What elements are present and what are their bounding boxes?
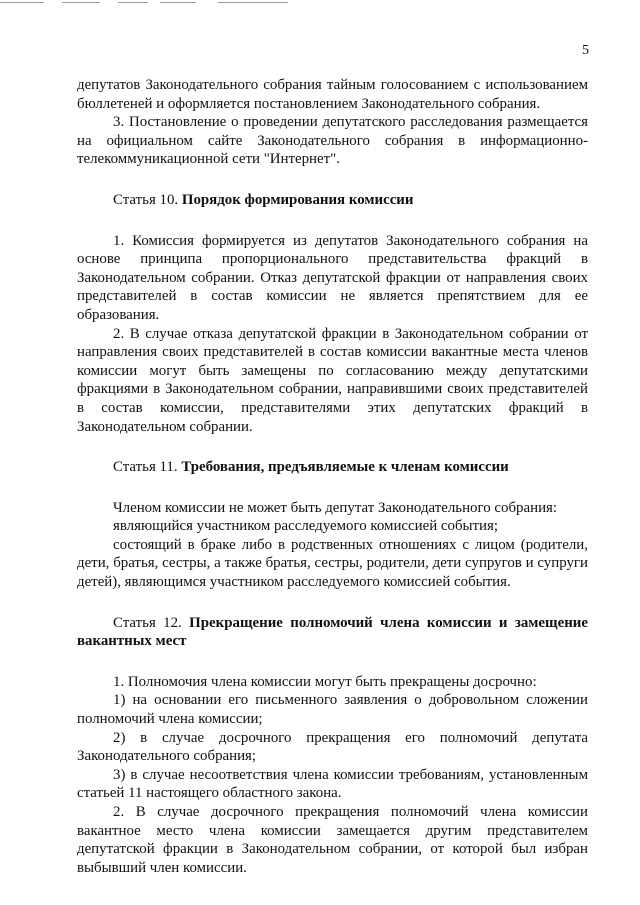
scan-mark <box>218 2 288 3</box>
paragraph: состоящий в браке либо в родственных отношениях с лицом (родители, дети, братья, сестры, а также братья, сестры, родители, дети супругов и супруги детей), являющимся участником расследуемого комиссией события. <box>77 536 588 591</box>
scan-mark <box>160 2 196 3</box>
paragraph: 2. В случае отказа депутатской фракции в Законодательном собрании от направления своих представителей в состав комиссии вакантные места членов комиссии могут быть замещены по согласованию между депутатскими фракциями в Законодательном собрании, направившими своих представителей в состав комиссии, представителями этих депутатских фракций в Законодательном собрании. <box>77 325 588 435</box>
article-title: Порядок формирования комиссии <box>181 191 414 208</box>
article-heading <box>77 191 588 210</box>
scan-mark <box>118 2 148 3</box>
paragraph: 3) в случае несоответствия члена комиссии требованиям, установленным статьей 11 настоящего областного закона. <box>77 766 588 802</box>
article-title: Требования, предъявляемые к членам комиссии <box>181 459 509 476</box>
paragraph: Членом комиссии не может быть депутат Законодательного собрания: <box>113 499 558 516</box>
paragraph: 2) в случае досрочного прекращения его полномочий депутата Законодательного собрания; <box>77 729 588 765</box>
article-title: Прекращение полномочий члена комиссии и замещение вакантных мест <box>77 614 588 650</box>
block-gap <box>77 169 588 191</box>
paragraph: 2. В случае досрочного прекращения полномочий члена комиссии вакантное место члена комиссии замещается другим представителем депутатской фракции в Законодательном собрании, от которой был избран выбывший член комиссии. <box>77 804 588 876</box>
article-label: Статья 12. <box>113 614 182 631</box>
paragraph: 3. Постановление о проведении депутатского расследования размещается на официальном сайте Законодательного собрания в информационно-телекоммуникационной сети "Интернет". <box>77 114 588 168</box>
block-gap <box>77 592 588 614</box>
page-number: 5 <box>582 43 589 58</box>
article-heading <box>77 614 588 651</box>
article-heading <box>77 458 588 477</box>
block-gap <box>77 477 588 499</box>
scan-mark <box>0 2 44 3</box>
scan-mark <box>62 2 100 3</box>
scan-marks <box>0 0 640 6</box>
paragraph: депутатов Законодательного собрания тайным голосованием с использованием бюллетеней и оформляется постановлением Законодательного собрания. <box>77 77 588 112</box>
paragraph: 1. Полномочия члена комиссии могут быть прекращены досрочно: <box>113 673 537 690</box>
article-label: Статья 11. <box>113 459 178 476</box>
paragraph: являющийся участником расследуемого комиссией события; <box>113 518 498 535</box>
paragraph: 1. Комиссия формируется из депутатов Законодательного собрания на основе принципа пропорционального представительства фракций в Законодательном собрании. Отказ депутатской фракции от направления своих представителей в состав комиссии не является препятствием для ее образования. <box>77 232 588 323</box>
block-gap <box>77 210 588 232</box>
paragraph: 1) на основании его письменного заявления о добровольном сложении полномочий члена комиссии; <box>77 692 588 728</box>
document-body <box>77 76 588 877</box>
article-label: Статья 10. <box>113 191 179 208</box>
block-gap <box>77 651 588 673</box>
block-gap <box>77 436 588 458</box>
